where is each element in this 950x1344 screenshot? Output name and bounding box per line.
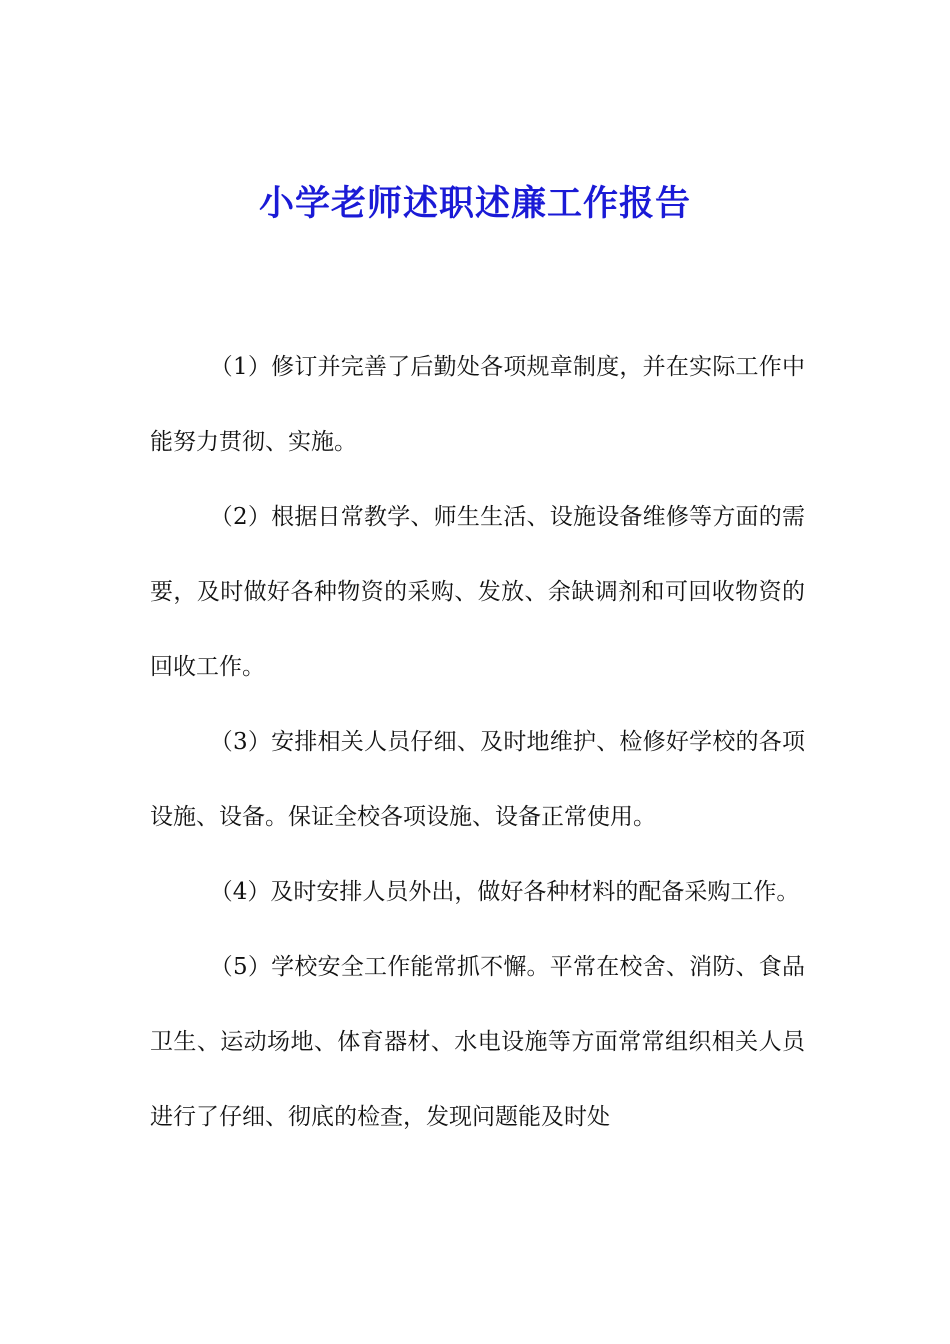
paragraph-3: （3）安排相关人员仔细、及时地维护、检修好学校的各项设施、设备。保证全校各项设施、设备正常使用。 [150,729,805,830]
document-body [150,330,805,1155]
paragraph-2: （2）根据日常教学、师生生活、设施设备维修等方面的需要，及时做好各种物资的采购、发放、余缺调剂和可回收物资的回收工作。 [150,504,805,680]
paragraph-5: （5）学校安全工作能常抓不懈。平常在校舍、消防、食品卫生、运动场地、体育器材、水电设施等方面常常组织相关人员进行了仔细、彻底的检查，发现问题能及时处 [150,954,805,1130]
paragraph-1: （1）修订并完善了后勤处各项规章制度，并在实际工作中能努力贯彻、实施。 [150,354,805,455]
page-title: 小学老师述职述廉工作报告 [258,183,691,224]
paragraph-4: （4）及时安排人员外出，做好各种材料的配备采购工作。 [209,879,800,905]
